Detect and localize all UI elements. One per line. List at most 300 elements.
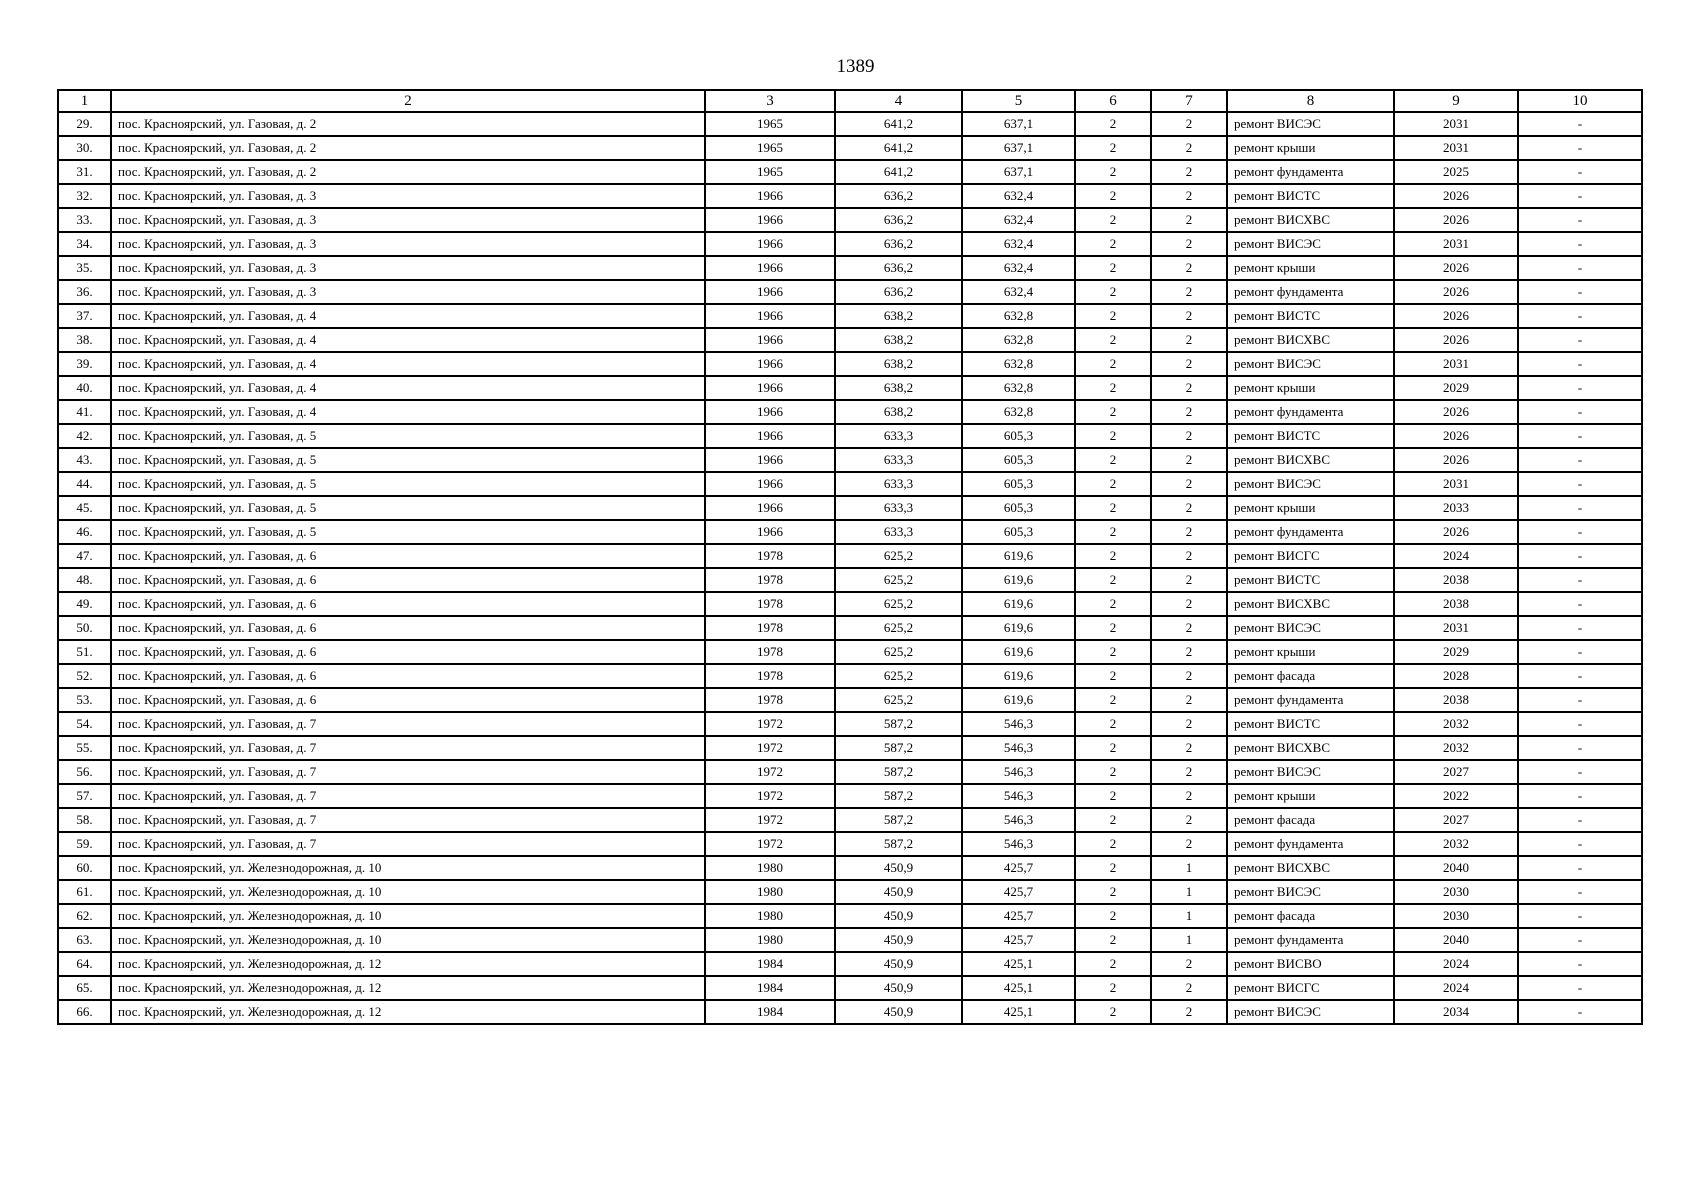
column-header: 8: [1227, 90, 1394, 112]
address-cell: пос. Красноярский, ул. Железнодорожная, д. 10: [111, 880, 705, 904]
year-built-cell: 1966: [705, 520, 835, 544]
note-cell: -: [1518, 280, 1642, 304]
row-number-cell: 44.: [58, 472, 111, 496]
table-row: [58, 496, 1642, 520]
address-cell: пос. Красноярский, ул. Газовая, д. 6: [111, 568, 705, 592]
entrances-cell: 2: [1151, 808, 1227, 832]
table-row: [58, 640, 1642, 664]
living-area-cell: 619,6: [962, 592, 1075, 616]
note-cell: -: [1518, 568, 1642, 592]
planned-year-cell: 2026: [1394, 304, 1518, 328]
living-area-cell: 425,7: [962, 904, 1075, 928]
table-row: [58, 568, 1642, 592]
page-number: 1389: [836, 56, 875, 77]
address-cell: пос. Красноярский, ул. Газовая, д. 2: [111, 136, 705, 160]
planned-year-cell: 2026: [1394, 256, 1518, 280]
year-built-cell: 1978: [705, 592, 835, 616]
table-row: [58, 616, 1642, 640]
planned-year-cell: 2026: [1394, 280, 1518, 304]
work-type-cell: ремонт фундамента: [1227, 688, 1394, 712]
address-cell: пос. Красноярский, ул. Газовая, д. 5: [111, 496, 705, 520]
planned-year-cell: 2030: [1394, 880, 1518, 904]
note-cell: -: [1518, 784, 1642, 808]
planned-year-cell: 2026: [1394, 328, 1518, 352]
year-built-cell: 1980: [705, 928, 835, 952]
row-number-cell: 36.: [58, 280, 111, 304]
total-area-cell: 587,2: [835, 832, 962, 856]
living-area-cell: 546,3: [962, 784, 1075, 808]
table-row: [58, 760, 1642, 784]
floors-cell: 2: [1075, 448, 1151, 472]
note-cell: -: [1518, 880, 1642, 904]
living-area-cell: 632,4: [962, 208, 1075, 232]
row-number-cell: 46.: [58, 520, 111, 544]
entrances-cell: 2: [1151, 976, 1227, 1000]
floors-cell: 2: [1075, 592, 1151, 616]
total-area-cell: 641,2: [835, 112, 962, 136]
note-cell: -: [1518, 808, 1642, 832]
note-cell: -: [1518, 736, 1642, 760]
living-area-cell: 632,4: [962, 256, 1075, 280]
note-cell: -: [1518, 592, 1642, 616]
living-area-cell: 632,4: [962, 184, 1075, 208]
column-header: 4: [835, 90, 962, 112]
floors-cell: 2: [1075, 856, 1151, 880]
column-header: 6: [1075, 90, 1151, 112]
work-type-cell: ремонт ВИСХВС: [1227, 328, 1394, 352]
total-area-cell: 450,9: [835, 856, 962, 880]
row-number-cell: 56.: [58, 760, 111, 784]
table-row: [58, 256, 1642, 280]
living-area-cell: 619,6: [962, 568, 1075, 592]
note-cell: -: [1518, 472, 1642, 496]
living-area-cell: 605,3: [962, 496, 1075, 520]
table-row: [58, 1000, 1642, 1024]
year-built-cell: 1978: [705, 568, 835, 592]
note-cell: -: [1518, 208, 1642, 232]
total-area-cell: 625,2: [835, 544, 962, 568]
row-number-cell: 47.: [58, 544, 111, 568]
note-cell: -: [1518, 328, 1642, 352]
column-header: 5: [962, 90, 1075, 112]
floors-cell: 2: [1075, 880, 1151, 904]
address-cell: пос. Красноярский, ул. Газовая, д. 7: [111, 808, 705, 832]
column-header: 1: [58, 90, 111, 112]
note-cell: -: [1518, 616, 1642, 640]
note-cell: -: [1518, 304, 1642, 328]
table-row: [58, 424, 1642, 448]
total-area-cell: 587,2: [835, 736, 962, 760]
address-cell: пос. Красноярский, ул. Газовая, д. 3: [111, 280, 705, 304]
floors-cell: 2: [1075, 280, 1151, 304]
table-row: [58, 400, 1642, 424]
table-row: [58, 280, 1642, 304]
work-type-cell: ремонт ВИСГС: [1227, 544, 1394, 568]
address-cell: пос. Красноярский, ул. Газовая, д. 7: [111, 784, 705, 808]
living-area-cell: 637,1: [962, 136, 1075, 160]
row-number-cell: 39.: [58, 352, 111, 376]
table-body: [58, 90, 1642, 1024]
note-cell: -: [1518, 184, 1642, 208]
living-area-cell: 637,1: [962, 112, 1075, 136]
planned-year-cell: 2024: [1394, 544, 1518, 568]
year-built-cell: 1966: [705, 400, 835, 424]
entrances-cell: 2: [1151, 640, 1227, 664]
floors-cell: 2: [1075, 160, 1151, 184]
year-built-cell: 1984: [705, 952, 835, 976]
note-cell: -: [1518, 928, 1642, 952]
note-cell: -: [1518, 160, 1642, 184]
living-area-cell: 605,3: [962, 448, 1075, 472]
table-row: [58, 208, 1642, 232]
entrances-cell: 2: [1151, 952, 1227, 976]
floors-cell: 2: [1075, 928, 1151, 952]
year-built-cell: 1972: [705, 808, 835, 832]
year-built-cell: 1966: [705, 184, 835, 208]
address-cell: пос. Красноярский, ул. Железнодорожная, д. 12: [111, 952, 705, 976]
total-area-cell: 450,9: [835, 904, 962, 928]
total-area-cell: 638,2: [835, 304, 962, 328]
year-built-cell: 1984: [705, 976, 835, 1000]
note-cell: -: [1518, 112, 1642, 136]
entrances-cell: 2: [1151, 736, 1227, 760]
entrances-cell: 2: [1151, 352, 1227, 376]
entrances-cell: 2: [1151, 448, 1227, 472]
living-area-cell: 619,6: [962, 688, 1075, 712]
living-area-cell: 619,6: [962, 664, 1075, 688]
table-row: [58, 136, 1642, 160]
column-header: 3: [705, 90, 835, 112]
year-built-cell: 1965: [705, 136, 835, 160]
work-type-cell: ремонт ВИСЭС: [1227, 472, 1394, 496]
planned-year-cell: 2026: [1394, 424, 1518, 448]
column-header: 10: [1518, 90, 1642, 112]
planned-year-cell: 2031: [1394, 112, 1518, 136]
work-type-cell: ремонт ВИСВО: [1227, 952, 1394, 976]
table-row: [58, 784, 1642, 808]
year-built-cell: 1972: [705, 832, 835, 856]
entrances-cell: 2: [1151, 112, 1227, 136]
living-area-cell: 605,3: [962, 424, 1075, 448]
work-type-cell: ремонт ВИСТС: [1227, 304, 1394, 328]
floors-cell: 2: [1075, 952, 1151, 976]
living-area-cell: 546,3: [962, 832, 1075, 856]
work-type-cell: ремонт ВИСЭС: [1227, 112, 1394, 136]
planned-year-cell: 2028: [1394, 664, 1518, 688]
entrances-cell: 1: [1151, 856, 1227, 880]
floors-cell: 2: [1075, 112, 1151, 136]
floors-cell: 2: [1075, 400, 1151, 424]
table-row: [58, 304, 1642, 328]
address-cell: пос. Красноярский, ул. Газовая, д. 4: [111, 376, 705, 400]
floors-cell: 2: [1075, 496, 1151, 520]
row-number-cell: 34.: [58, 232, 111, 256]
living-area-cell: 425,1: [962, 952, 1075, 976]
work-type-cell: ремонт фасада: [1227, 808, 1394, 832]
year-built-cell: 1980: [705, 880, 835, 904]
address-cell: пос. Красноярский, ул. Газовая, д. 6: [111, 640, 705, 664]
address-cell: пос. Красноярский, ул. Железнодорожная, д. 10: [111, 904, 705, 928]
table-row: [58, 352, 1642, 376]
total-area-cell: 450,9: [835, 976, 962, 1000]
work-type-cell: ремонт ВИСЭС: [1227, 880, 1394, 904]
note-cell: -: [1518, 496, 1642, 520]
total-area-cell: 625,2: [835, 664, 962, 688]
floors-cell: 2: [1075, 664, 1151, 688]
work-type-cell: ремонт ВИСХВС: [1227, 736, 1394, 760]
note-cell: -: [1518, 352, 1642, 376]
year-built-cell: 1966: [705, 232, 835, 256]
table-row: [58, 808, 1642, 832]
row-number-cell: 48.: [58, 568, 111, 592]
table-row: [58, 856, 1642, 880]
note-cell: -: [1518, 544, 1642, 568]
note-cell: -: [1518, 448, 1642, 472]
living-area-cell: 546,3: [962, 736, 1075, 760]
total-area-cell: 625,2: [835, 616, 962, 640]
row-number-cell: 45.: [58, 496, 111, 520]
floors-cell: 2: [1075, 352, 1151, 376]
column-header: 9: [1394, 90, 1518, 112]
total-area-cell: 450,9: [835, 952, 962, 976]
table-row: [58, 712, 1642, 736]
address-cell: пос. Красноярский, ул. Железнодорожная, д. 10: [111, 928, 705, 952]
work-type-cell: ремонт крыши: [1227, 376, 1394, 400]
total-area-cell: 625,2: [835, 592, 962, 616]
work-type-cell: ремонт ВИСЭС: [1227, 232, 1394, 256]
year-built-cell: 1965: [705, 112, 835, 136]
floors-cell: 2: [1075, 376, 1151, 400]
note-cell: -: [1518, 832, 1642, 856]
row-number-cell: 57.: [58, 784, 111, 808]
work-type-cell: ремонт фундамента: [1227, 280, 1394, 304]
note-cell: -: [1518, 760, 1642, 784]
address-cell: пос. Красноярский, ул. Газовая, д. 7: [111, 736, 705, 760]
table-row: [58, 880, 1642, 904]
table-row: [58, 520, 1642, 544]
entrances-cell: 2: [1151, 544, 1227, 568]
entrances-cell: 2: [1151, 400, 1227, 424]
planned-year-cell: 2024: [1394, 952, 1518, 976]
entrances-cell: 2: [1151, 256, 1227, 280]
row-number-cell: 37.: [58, 304, 111, 328]
total-area-cell: 641,2: [835, 136, 962, 160]
note-cell: -: [1518, 712, 1642, 736]
note-cell: -: [1518, 856, 1642, 880]
living-area-cell: 425,7: [962, 928, 1075, 952]
living-area-cell: 605,3: [962, 520, 1075, 544]
table-row: [58, 160, 1642, 184]
total-area-cell: 638,2: [835, 328, 962, 352]
entrances-cell: 1: [1151, 928, 1227, 952]
total-area-cell: 633,3: [835, 520, 962, 544]
address-cell: пос. Красноярский, ул. Газовая, д. 6: [111, 664, 705, 688]
total-area-cell: 636,2: [835, 208, 962, 232]
planned-year-cell: 2027: [1394, 808, 1518, 832]
address-cell: пос. Красноярский, ул. Газовая, д. 6: [111, 544, 705, 568]
address-cell: пос. Красноярский, ул. Железнодорожная, д. 12: [111, 1000, 705, 1024]
living-area-cell: 632,8: [962, 400, 1075, 424]
floors-cell: 2: [1075, 208, 1151, 232]
year-built-cell: 1966: [705, 376, 835, 400]
total-area-cell: 638,2: [835, 400, 962, 424]
address-cell: пос. Красноярский, ул. Газовая, д. 4: [111, 400, 705, 424]
year-built-cell: 1972: [705, 736, 835, 760]
total-area-cell: 636,2: [835, 256, 962, 280]
living-area-cell: 619,6: [962, 544, 1075, 568]
planned-year-cell: 2030: [1394, 904, 1518, 928]
total-area-cell: 625,2: [835, 568, 962, 592]
entrances-cell: 2: [1151, 616, 1227, 640]
row-number-cell: 65.: [58, 976, 111, 1000]
note-cell: -: [1518, 976, 1642, 1000]
year-built-cell: 1966: [705, 328, 835, 352]
entrances-cell: 2: [1151, 1000, 1227, 1024]
repair-schedule-table: [57, 89, 1643, 1025]
entrances-cell: 2: [1151, 232, 1227, 256]
address-cell: пос. Красноярский, ул. Газовая, д. 6: [111, 616, 705, 640]
floors-cell: 2: [1075, 760, 1151, 784]
total-area-cell: 633,3: [835, 496, 962, 520]
note-cell: -: [1518, 904, 1642, 928]
planned-year-cell: 2032: [1394, 736, 1518, 760]
floors-cell: 2: [1075, 736, 1151, 760]
table-row: [58, 592, 1642, 616]
work-type-cell: ремонт крыши: [1227, 784, 1394, 808]
address-cell: пос. Красноярский, ул. Газовая, д. 4: [111, 328, 705, 352]
table-row: [58, 904, 1642, 928]
work-type-cell: ремонт фундамента: [1227, 520, 1394, 544]
table-row: [58, 112, 1642, 136]
total-area-cell: 636,2: [835, 232, 962, 256]
address-cell: пос. Красноярский, ул. Газовая, д. 7: [111, 760, 705, 784]
table-row: [58, 184, 1642, 208]
row-number-cell: 51.: [58, 640, 111, 664]
year-built-cell: 1966: [705, 352, 835, 376]
address-cell: пос. Красноярский, ул. Газовая, д. 5: [111, 448, 705, 472]
year-built-cell: 1972: [705, 784, 835, 808]
living-area-cell: 425,1: [962, 1000, 1075, 1024]
row-number-cell: 38.: [58, 328, 111, 352]
row-number-cell: 60.: [58, 856, 111, 880]
table-row: [58, 928, 1642, 952]
living-area-cell: 425,1: [962, 976, 1075, 1000]
floors-cell: 2: [1075, 328, 1151, 352]
floors-cell: 2: [1075, 520, 1151, 544]
work-type-cell: ремонт фасада: [1227, 904, 1394, 928]
row-number-cell: 41.: [58, 400, 111, 424]
year-built-cell: 1966: [705, 256, 835, 280]
row-number-cell: 40.: [58, 376, 111, 400]
total-area-cell: 450,9: [835, 880, 962, 904]
entrances-cell: 2: [1151, 136, 1227, 160]
total-area-cell: 636,2: [835, 280, 962, 304]
row-number-cell: 50.: [58, 616, 111, 640]
year-built-cell: 1978: [705, 640, 835, 664]
living-area-cell: 632,8: [962, 352, 1075, 376]
planned-year-cell: 2038: [1394, 592, 1518, 616]
floors-cell: 2: [1075, 832, 1151, 856]
table-row: [58, 544, 1642, 568]
living-area-cell: 546,3: [962, 712, 1075, 736]
entrances-cell: 2: [1151, 280, 1227, 304]
entrances-cell: 1: [1151, 880, 1227, 904]
entrances-cell: 1: [1151, 904, 1227, 928]
living-area-cell: 632,8: [962, 328, 1075, 352]
planned-year-cell: 2025: [1394, 160, 1518, 184]
floors-cell: 2: [1075, 304, 1151, 328]
living-area-cell: 632,4: [962, 232, 1075, 256]
planned-year-cell: 2031: [1394, 232, 1518, 256]
row-number-cell: 35.: [58, 256, 111, 280]
total-area-cell: 638,2: [835, 376, 962, 400]
planned-year-cell: 2024: [1394, 976, 1518, 1000]
entrances-cell: 2: [1151, 520, 1227, 544]
entrances-cell: 2: [1151, 376, 1227, 400]
total-area-cell: 450,9: [835, 1000, 962, 1024]
address-cell: пос. Красноярский, ул. Газовая, д. 6: [111, 592, 705, 616]
address-cell: пос. Красноярский, ул. Газовая, д. 3: [111, 208, 705, 232]
entrances-cell: 2: [1151, 208, 1227, 232]
floors-cell: 2: [1075, 544, 1151, 568]
address-cell: пос. Красноярский, ул. Газовая, д. 3: [111, 232, 705, 256]
planned-year-cell: 2026: [1394, 448, 1518, 472]
entrances-cell: 2: [1151, 592, 1227, 616]
total-area-cell: 450,9: [835, 928, 962, 952]
row-number-cell: 64.: [58, 952, 111, 976]
row-number-cell: 63.: [58, 928, 111, 952]
year-built-cell: 1966: [705, 472, 835, 496]
address-cell: пос. Красноярский, ул. Газовая, д. 3: [111, 256, 705, 280]
planned-year-cell: 2038: [1394, 568, 1518, 592]
living-area-cell: 632,8: [962, 304, 1075, 328]
year-built-cell: 1980: [705, 904, 835, 928]
floors-cell: 2: [1075, 256, 1151, 280]
entrances-cell: 2: [1151, 832, 1227, 856]
entrances-cell: 2: [1151, 784, 1227, 808]
work-type-cell: ремонт фундамента: [1227, 400, 1394, 424]
planned-year-cell: 2032: [1394, 712, 1518, 736]
row-number-cell: 42.: [58, 424, 111, 448]
total-area-cell: 633,3: [835, 472, 962, 496]
row-number-cell: 66.: [58, 1000, 111, 1024]
entrances-cell: 2: [1151, 304, 1227, 328]
floors-cell: 2: [1075, 424, 1151, 448]
living-area-cell: 619,6: [962, 640, 1075, 664]
note-cell: -: [1518, 376, 1642, 400]
work-type-cell: ремонт крыши: [1227, 256, 1394, 280]
work-type-cell: ремонт фундамента: [1227, 160, 1394, 184]
year-built-cell: 1980: [705, 856, 835, 880]
table-row: [58, 472, 1642, 496]
address-cell: пос. Красноярский, ул. Газовая, д. 7: [111, 832, 705, 856]
column-header: 2: [111, 90, 705, 112]
table-row: [58, 328, 1642, 352]
total-area-cell: 587,2: [835, 712, 962, 736]
entrances-cell: 2: [1151, 160, 1227, 184]
address-cell: пос. Красноярский, ул. Газовая, д. 5: [111, 520, 705, 544]
floors-cell: 2: [1075, 808, 1151, 832]
floors-cell: 2: [1075, 136, 1151, 160]
work-type-cell: ремонт ВИСЭС: [1227, 616, 1394, 640]
planned-year-cell: 2029: [1394, 376, 1518, 400]
entrances-cell: 2: [1151, 568, 1227, 592]
row-number-cell: 32.: [58, 184, 111, 208]
total-area-cell: 636,2: [835, 184, 962, 208]
work-type-cell: ремонт ВИСТС: [1227, 712, 1394, 736]
total-area-cell: 625,2: [835, 640, 962, 664]
note-cell: -: [1518, 232, 1642, 256]
